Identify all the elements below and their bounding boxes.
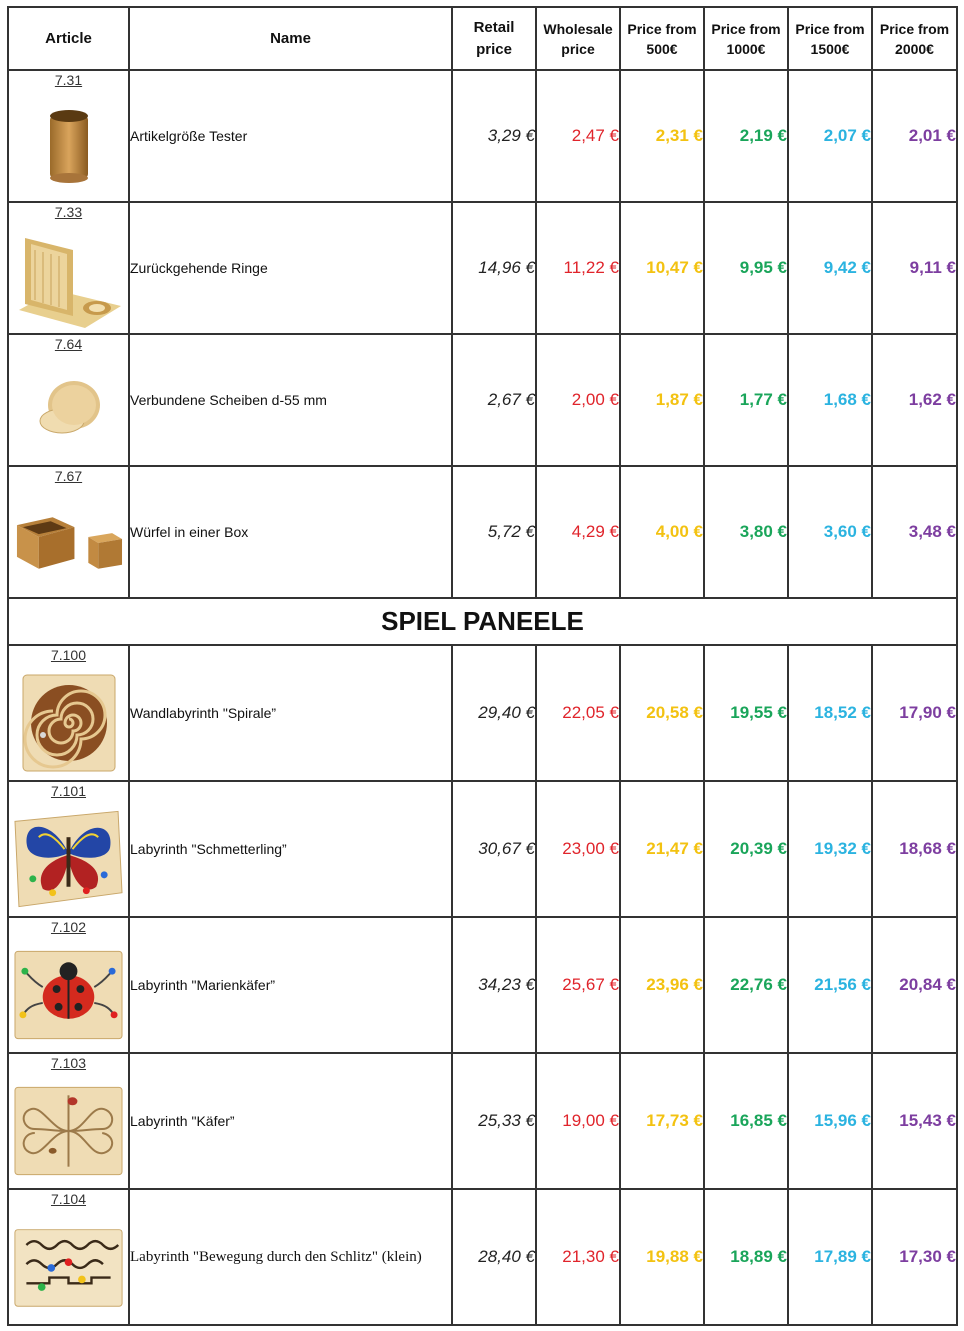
price-500: 20,58 € xyxy=(620,645,704,781)
wholesale-price: 2,00 € xyxy=(536,334,620,466)
retail-price: 2,67 € xyxy=(452,334,536,466)
product-name: Labyrinth "Marienkäfer” xyxy=(129,917,452,1053)
article-cell xyxy=(8,645,129,781)
price-1500: 1,68 € xyxy=(788,334,872,466)
product-image-spiral-maze xyxy=(13,670,124,776)
product-name: Wandlabyrinth "Spirale” xyxy=(129,645,452,781)
table-row xyxy=(8,781,957,917)
header-wholesale-line2: price xyxy=(561,40,595,57)
table-row xyxy=(8,70,957,202)
wholesale-price: 2,47 € xyxy=(536,70,620,202)
header-p2000 xyxy=(872,7,957,70)
price-1500: 2,07 € xyxy=(788,70,872,202)
article-cell xyxy=(8,1189,129,1325)
product-image-ring-box xyxy=(13,227,124,329)
table-row xyxy=(8,1053,957,1189)
retail-price: 5,72 € xyxy=(452,466,536,598)
price-500: 19,88 € xyxy=(620,1189,704,1325)
header-row xyxy=(8,7,957,70)
header-retail xyxy=(452,7,536,70)
article-number[interactable]: 7.33 xyxy=(54,204,83,220)
article-cell xyxy=(8,781,129,917)
article-number[interactable]: 7.104 xyxy=(50,1191,87,1207)
retail-price: 34,23 € xyxy=(452,917,536,1053)
price-2000: 20,84 € xyxy=(872,917,957,1053)
article-cell xyxy=(8,466,129,598)
price-1500: 17,89 € xyxy=(788,1189,872,1325)
price-500: 21,47 € xyxy=(620,781,704,917)
price-500: 4,00 € xyxy=(620,466,704,598)
retail-price: 14,96 € xyxy=(452,202,536,334)
price-1000: 3,80 € xyxy=(704,466,788,598)
price-1500: 15,96 € xyxy=(788,1053,872,1189)
table-row xyxy=(8,1189,957,1325)
price-500: 10,47 € xyxy=(620,202,704,334)
price-2000: 1,62 € xyxy=(872,334,957,466)
header-p2000-line2: 2000€ xyxy=(895,40,934,57)
header-retail-line1: Retail xyxy=(473,18,515,36)
price-2000: 17,30 € xyxy=(872,1189,957,1325)
price-2000: 9,11 € xyxy=(872,202,957,334)
product-image-ladybug-maze xyxy=(13,942,124,1048)
article-number[interactable]: 7.64 xyxy=(54,336,83,352)
product-name: Zurückgehende Ringe xyxy=(129,202,452,334)
article-number[interactable]: 7.31 xyxy=(54,72,83,88)
section-title: SPIEL PANEELE xyxy=(8,598,957,645)
price-500: 23,96 € xyxy=(620,917,704,1053)
product-name: Verbundene Scheiben d-55 mm xyxy=(129,334,452,466)
product-image-discs xyxy=(13,359,124,461)
price-1500: 19,32 € xyxy=(788,781,872,917)
table-row xyxy=(8,645,957,781)
product-image-cup xyxy=(13,95,124,197)
product-image-slot-maze xyxy=(13,1214,124,1320)
header-p2000-line1: Price from xyxy=(879,20,950,37)
article-cell xyxy=(8,1053,129,1189)
product-name: Würfel in einer Box xyxy=(129,466,452,598)
header-p1000 xyxy=(704,7,788,70)
wholesale-price: 19,00 € xyxy=(536,1053,620,1189)
header-wholesale-line1: Wholesale xyxy=(543,20,613,37)
header-p1500-line1: Price from xyxy=(795,20,865,37)
article-number[interactable]: 7.102 xyxy=(50,919,87,935)
wholesale-price: 21,30 € xyxy=(536,1189,620,1325)
price-1000: 22,76 € xyxy=(704,917,788,1053)
product-name: Labyrinth "Schmetterling” xyxy=(129,781,452,917)
table-row xyxy=(8,334,957,466)
price-2000: 17,90 € xyxy=(872,645,957,781)
article-cell xyxy=(8,70,129,202)
price-2000: 18,68 € xyxy=(872,781,957,917)
price-1000: 19,55 € xyxy=(704,645,788,781)
price-1000: 1,77 € xyxy=(704,334,788,466)
price-1500: 21,56 € xyxy=(788,917,872,1053)
header-p500 xyxy=(620,7,704,70)
header-wholesale xyxy=(536,7,620,70)
retail-price: 30,67 € xyxy=(452,781,536,917)
article-number[interactable]: 7.67 xyxy=(54,468,83,484)
wholesale-price: 11,22 € xyxy=(536,202,620,334)
section-row xyxy=(8,598,957,645)
price-1500: 9,42 € xyxy=(788,202,872,334)
article-number[interactable]: 7.100 xyxy=(50,647,87,663)
wholesale-price: 23,00 € xyxy=(536,781,620,917)
price-1000: 9,95 € xyxy=(704,202,788,334)
header-article: Article xyxy=(8,7,129,70)
price-500: 1,87 € xyxy=(620,334,704,466)
wholesale-price: 25,67 € xyxy=(536,917,620,1053)
table-row xyxy=(8,917,957,1053)
product-image-butterfly-maze xyxy=(13,806,124,912)
price-1000: 16,85 € xyxy=(704,1053,788,1189)
article-cell xyxy=(8,202,129,334)
price-2000: 15,43 € xyxy=(872,1053,957,1189)
product-image-beetle-maze xyxy=(13,1078,124,1184)
retail-price: 25,33 € xyxy=(452,1053,536,1189)
price-2000: 2,01 € xyxy=(872,70,957,202)
product-image-cube-box xyxy=(13,491,124,593)
product-name: Labyrinth "Käfer” xyxy=(129,1053,452,1189)
product-name: Labyrinth "Bewegung durch den Schlitz" (klein) xyxy=(129,1189,452,1325)
retail-price: 29,40 € xyxy=(452,645,536,781)
retail-price: 28,40 € xyxy=(452,1189,536,1325)
header-p1000-line1: Price from xyxy=(711,20,781,37)
article-number[interactable]: 7.101 xyxy=(50,783,87,799)
price-1000: 2,19 € xyxy=(704,70,788,202)
header-name: Name xyxy=(129,7,452,70)
header-p1000-line2: 1000€ xyxy=(726,40,766,57)
header-p1500 xyxy=(788,7,872,70)
price-1000: 20,39 € xyxy=(704,781,788,917)
price-1500: 3,60 € xyxy=(788,466,872,598)
price-table xyxy=(7,6,958,1326)
price-2000: 3,48 € xyxy=(872,466,957,598)
table-row xyxy=(8,202,957,334)
wholesale-price: 22,05 € xyxy=(536,645,620,781)
table-row xyxy=(8,466,957,598)
wholesale-price: 4,29 € xyxy=(536,466,620,598)
retail-price: 3,29 € xyxy=(452,70,536,202)
product-name: Artikelgröße Tester xyxy=(129,70,452,202)
header-p1500-line2: 1500€ xyxy=(810,40,850,57)
article-cell xyxy=(8,334,129,466)
article-number[interactable]: 7.103 xyxy=(50,1055,87,1071)
price-500: 2,31 € xyxy=(620,70,704,202)
price-1500: 18,52 € xyxy=(788,645,872,781)
header-retail-line2: price xyxy=(476,40,512,58)
article-cell xyxy=(8,917,129,1053)
price-500: 17,73 € xyxy=(620,1053,704,1189)
price-1000: 18,89 € xyxy=(704,1189,788,1325)
header-p500-line1: Price from xyxy=(627,20,697,37)
header-p500-line2: 500€ xyxy=(646,40,678,57)
